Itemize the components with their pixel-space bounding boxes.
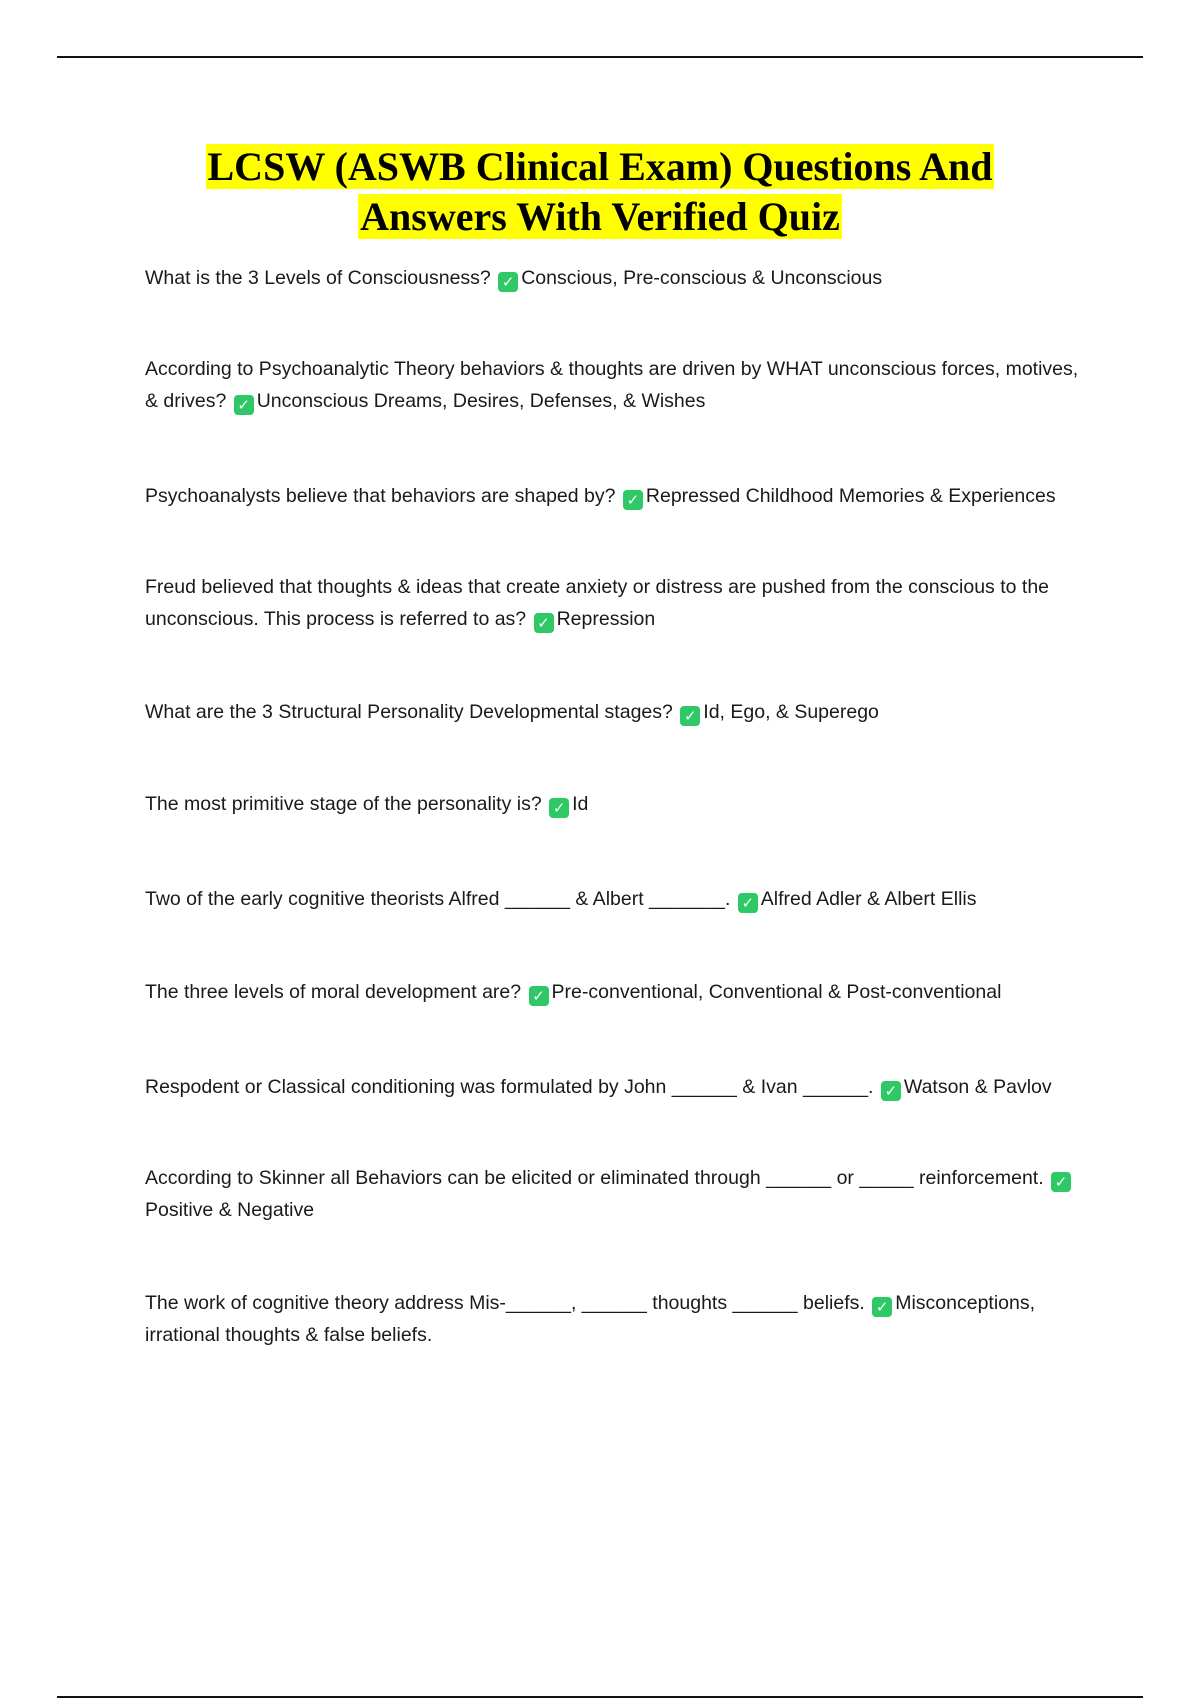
checkmark-icon: ✓ [738, 893, 758, 913]
qa-item-1 [145, 262, 1085, 294]
answer-text: Misconceptions, irrational thoughts & false beliefs. [145, 1292, 1036, 1346]
qa-item-9 [145, 1071, 1085, 1103]
checkmark-icon: ✓ [534, 613, 554, 633]
question-text: What are the 3 Structural Personality Developmental stages? [145, 701, 673, 723]
checkmark-icon: ✓ [872, 1297, 892, 1317]
question-text: What is the 3 Levels of Consciousness? [145, 267, 491, 289]
question-text: Respodent or Classical conditioning was formulated by John ______ & Ivan ______. [145, 1076, 874, 1098]
answer-text: Alfred Adler & Albert Ellis [760, 888, 977, 910]
answer-text: Conscious, Pre-conscious & Unconscious [521, 267, 883, 289]
answer-text: Watson & Pavlov [903, 1076, 1052, 1098]
checkmark-icon: ✓ [881, 1081, 901, 1101]
qa-item-11 [145, 1287, 1085, 1351]
answer-text: Id, Ego, & Superego [703, 701, 879, 723]
checkmark-icon: ✓ [623, 490, 643, 510]
question-text: Freud believed that thoughts & ideas that create anxiety or distress are pushed from the conscious to the unconscious. This process is referred to as? [145, 576, 1050, 630]
question-text: Psychoanalysts believe that behaviors are shaped by? [145, 485, 616, 507]
question-text: The three levels of moral development are? [145, 981, 522, 1003]
checkmark-icon: ✓ [1051, 1172, 1071, 1192]
qa-item-6 [145, 788, 1085, 820]
checkmark-icon: ✓ [498, 272, 518, 292]
question-text: The work of cognitive theory address Mis-______, ______ thoughts ______ beliefs. [145, 1292, 865, 1314]
qa-item-10 [145, 1162, 1085, 1226]
question-text: According to Skinner all Behaviors can be elicited or eliminated through ______ or _____ reinforcement. [145, 1167, 1044, 1189]
answer-text: Unconscious Dreams, Desires, Defenses, & Wishes [256, 390, 706, 412]
bottom-rule [57, 1696, 1143, 1698]
answer-text: Repression [556, 608, 656, 630]
answer-text: Repressed Childhood Memories & Experiences [645, 485, 1056, 507]
answer-text: Positive & Negative [145, 1199, 315, 1221]
question-text: According to Psychoanalytic Theory behaviors & thoughts are driven by WHAT unconscious forces, motives, & drives? [145, 358, 1079, 412]
document-title [0, 142, 1200, 242]
qa-item-2 [145, 353, 1085, 417]
answer-text: Id [572, 793, 589, 815]
qa-item-7 [145, 883, 1085, 915]
qa-item-5 [145, 696, 1085, 728]
qa-item-3 [145, 480, 1085, 512]
top-rule [57, 56, 1143, 58]
title-line-1: LCSW (ASWB Clinical Exam) Questions And [207, 144, 993, 189]
question-text: Two of the early cognitive theorists Alfred ______ & Albert _______. [145, 888, 731, 910]
question-text: The most primitive stage of the personality is? [145, 793, 542, 815]
checkmark-icon: ✓ [234, 395, 254, 415]
qa-item-8 [145, 976, 1085, 1008]
answer-text: Pre-conventional, Conventional & Post-conventional [551, 981, 1002, 1003]
checkmark-icon: ✓ [529, 986, 549, 1006]
checkmark-icon: ✓ [680, 706, 700, 726]
title-line-2: Answers With Verified Quiz [360, 194, 840, 239]
checkmark-icon: ✓ [549, 798, 569, 818]
qa-item-4 [145, 571, 1085, 635]
